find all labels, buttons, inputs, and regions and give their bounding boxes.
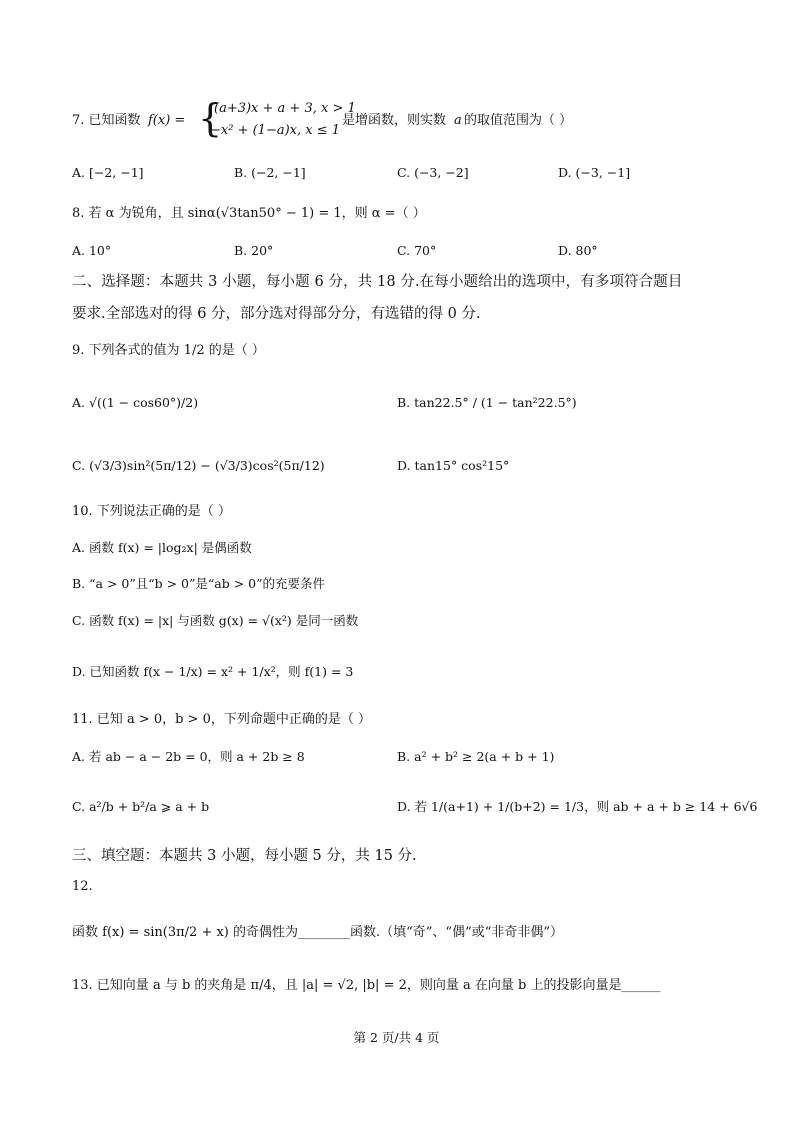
q8-option-c[interactable]: C. 70° — [397, 243, 437, 258]
section-2-line-2: 要求.全部选对的得 6 分，部分选对得部分分，有选错的得 0 分. — [72, 306, 481, 322]
q13-stem: 13. 已知向量 a 与 b 的夹角是 π/4，且 |a| = √2, |b| = 2，则向量 a 在向量 b 上的投影向量是______ — [72, 978, 661, 993]
q11-stem: 11. 已知 a > 0，b > 0，下列命题中正确的是（ ） — [72, 712, 372, 727]
q7-stem-end: 的取值范围为（ ） — [464, 113, 573, 128]
q10-option-c[interactable]: C. 函数 f(x) = |x| 与函数 g(x) = √(x²) 是同一函数 — [72, 613, 359, 628]
q7-brace: { — [198, 96, 223, 140]
q8-option-a[interactable]: A. 10° — [72, 243, 112, 258]
q7-case-2: −x² + (1−a)x, x ≤ 1 — [210, 123, 341, 138]
q9-stem: 9. 下列各式的值为 1/2 的是（ ） — [72, 343, 265, 358]
q9-option-c[interactable]: C. (√3/3)sin²(5π/12) − (√3/3)cos²(5π/12) — [72, 458, 325, 473]
q10-option-b[interactable]: B. “a > 0”且“b > 0”是“ab > 0”的充要条件 — [72, 576, 326, 591]
q11-option-c[interactable]: C. a²/b + b²/a ⩾ a + b — [72, 799, 210, 814]
page-footer: 第 2 页/共 4 页 — [353, 1030, 440, 1045]
q12-stem: 函数 f(x) = sin(3π/2 + x) 的奇偶性为________函数.（填“奇”、“偶”或“非奇非偶”） — [72, 925, 564, 940]
q9-option-d[interactable]: D. tan15° cos²15° — [397, 458, 510, 473]
q11-option-a[interactable]: A. 若 ab − a − 2b = 0，则 a + 2b ≥ 8 — [72, 749, 305, 764]
q10-option-d[interactable]: D. 已知函数 f(x − 1/x) = x² + 1/x²，则 f(1) = 3 — [72, 664, 354, 679]
q11-option-d[interactable]: D. 若 1/(a+1) + 1/(b+2) = 1/3，则 ab + a + b ≥ 14 + 6√6 — [397, 799, 758, 814]
q7-option-a[interactable]: A. [−2, −1] — [72, 165, 144, 180]
q7-stem-suffix: 是增函数，则实数 — [342, 113, 447, 128]
q7-var: a — [454, 113, 462, 128]
q7-func: f(x) = — [148, 113, 186, 128]
q7-stem-prefix: 7. 已知函数 — [72, 113, 141, 128]
q9-option-a[interactable]: A. √((1 − cos60°)/2) — [72, 395, 199, 410]
q8-option-b[interactable]: B. 20° — [234, 243, 274, 258]
q7-option-d[interactable]: D. (−3, −1] — [558, 165, 631, 180]
q10-option-a[interactable]: A. 函数 f(x) = |log₂x| 是偶函数 — [72, 540, 252, 555]
q12-number: 12. — [72, 879, 93, 894]
section-3-heading: 三、填空题：本题共 3 小题，每小题 5 分，共 15 分. — [72, 848, 417, 864]
section-2-line-1: 二、选择题：本题共 3 小题，每小题 6 分，共 18 分.在每小题给出的选项中，有多项符合题目 — [72, 274, 683, 290]
q7-option-c[interactable]: C. (−3, −2] — [397, 165, 469, 180]
q8-option-d[interactable]: D. 80° — [558, 243, 598, 258]
q7-case-1: (a+3)x + a + 3, x > 1 — [214, 101, 356, 116]
q8-stem: 8. 若 α 为锐角，且 sinα(√3tan50° − 1) = 1，则 α =（ ） — [72, 206, 426, 221]
q10-stem: 10. 下列说法正确的是（ ） — [72, 504, 231, 519]
q9-option-b[interactable]: B. tan22.5° / (1 − tan²22.5°) — [397, 395, 577, 410]
q11-option-b[interactable]: B. a² + b² ≥ 2(a + b + 1) — [397, 749, 555, 764]
q7-option-b[interactable]: B. (−2, −1] — [234, 165, 306, 180]
